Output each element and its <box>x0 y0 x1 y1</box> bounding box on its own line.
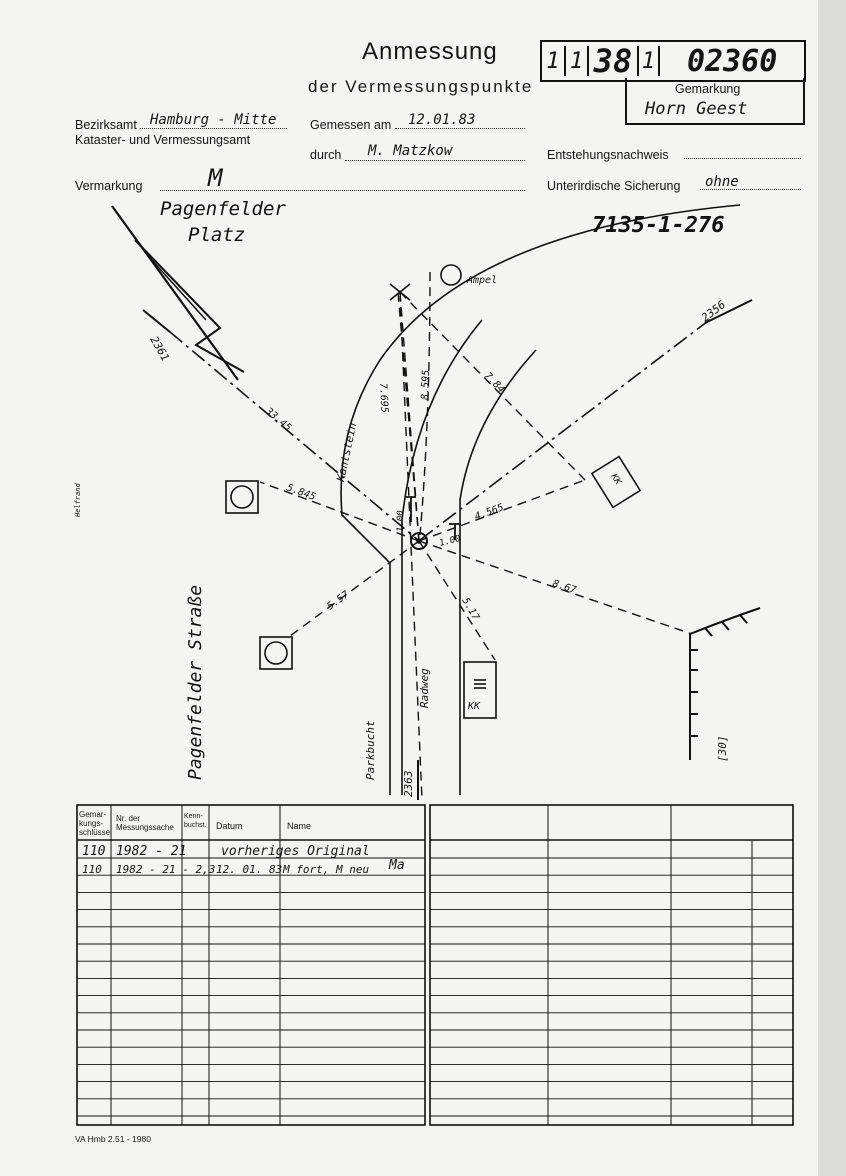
measure-line <box>419 541 495 660</box>
distance-label: 5.57 <box>325 589 352 613</box>
distance-label: 7.84 <box>481 370 507 396</box>
distance-label: 8.67 <box>551 578 578 597</box>
id-digit: 3 8 <box>589 46 638 76</box>
point-label-2363: 2363 <box>402 770 415 797</box>
bezirksamt-label: Bezirksamt <box>75 118 137 132</box>
place-name: Platz <box>188 224 246 246</box>
id-digit: 0 2 3 6 0 <box>686 43 778 79</box>
column-header: Datum <box>216 821 243 831</box>
distance-label: 7.695 <box>377 382 390 414</box>
parkbucht-label: Parkbucht <box>364 720 377 780</box>
distance-label: 8.595 <box>420 369 433 401</box>
column-header: Kenn-buchst. <box>184 813 207 829</box>
sicherung-label: Unterirdische Sicherung <box>547 179 681 193</box>
radweg-label: Radweg <box>418 668 431 708</box>
distance-label: 1.00 <box>396 510 406 532</box>
table-cell: 110 <box>82 863 102 876</box>
history-table <box>76 804 794 1126</box>
ampel-label: Ampel <box>467 275 498 286</box>
distance-label: 5.845 <box>284 482 318 504</box>
radweg-right-curve <box>460 350 536 795</box>
point-label-2356: 2356 <box>698 298 728 325</box>
id-digit: 1 <box>542 46 566 76</box>
table-cell: 110 <box>82 844 106 859</box>
signature: Ma <box>389 858 405 873</box>
radweg-left-curve <box>402 320 482 795</box>
table-cell: vorheriges Original <box>221 844 370 859</box>
kataster-label: Kataster- und Vermessungsamt <box>75 133 251 147</box>
form-footer: VA Hmb 2.51 - 1980 <box>75 1134 151 1144</box>
place-name: Pagenfelder <box>160 198 286 220</box>
entstehung-label: Entstehungsnachweis <box>547 148 669 162</box>
column-header: Gemar-kungs-schlüssel <box>79 810 112 837</box>
distance-label: 1.00 <box>438 533 462 549</box>
helfrand-label: Helfrand <box>74 483 82 517</box>
kantstein-label: Kantstein <box>334 421 360 483</box>
durch-value: M. Matzkow <box>368 143 453 159</box>
table-cell: M fort, M neu <box>283 863 370 876</box>
table-cell: 1982 - 21 - 2,3 <box>116 863 216 876</box>
table-cell: 1982 - 21 <box>116 844 187 859</box>
distance-label: 4.565 <box>473 502 506 523</box>
kk-label: KK <box>608 472 623 487</box>
bracket-label: [30] <box>716 735 729 762</box>
point-label-2361: 2361 <box>147 334 172 364</box>
gemessen-value: 12.01.83 <box>408 112 476 128</box>
gemarkung-label: Gemarkung <box>675 82 741 96</box>
measure-line <box>290 541 419 636</box>
boundary-line-2361 <box>170 332 418 540</box>
sicherung-value: ohne <box>705 174 739 190</box>
column-header: Name <box>287 821 312 831</box>
traffic-light-icon <box>441 265 461 285</box>
vermarkung-value: M <box>208 164 223 192</box>
distance-label: 33.45 <box>263 405 294 434</box>
form-subtitle: der Vermessungspunkte <box>308 77 534 96</box>
measure-line <box>400 292 422 800</box>
sheet-number: 7135-1-276 <box>592 213 725 238</box>
column-header: Nr. der Messungssache <box>116 814 174 832</box>
durch-label: durch <box>310 148 342 162</box>
kk-label: KK <box>468 701 481 712</box>
table-cell: 12. 01. 83 <box>216 863 283 876</box>
street-name: Pagenfelder Straße <box>185 584 206 780</box>
id-digit: 1 <box>566 46 590 76</box>
id-digit: 1 <box>639 46 661 76</box>
vermarkung-label: Vermarkung <box>75 179 143 193</box>
gemessen-label: Gemessen am <box>310 118 392 132</box>
bezirksamt-value: Hamburg - Mitte <box>150 112 277 128</box>
boundary-line-2356 <box>420 318 712 540</box>
distance-label: 5.17 <box>459 596 481 623</box>
point-2361-mark <box>143 310 170 332</box>
gemarkung-value: Horn Geest <box>645 99 748 119</box>
form-title: Anmessung <box>362 38 498 65</box>
kantstein-curve <box>341 205 740 563</box>
